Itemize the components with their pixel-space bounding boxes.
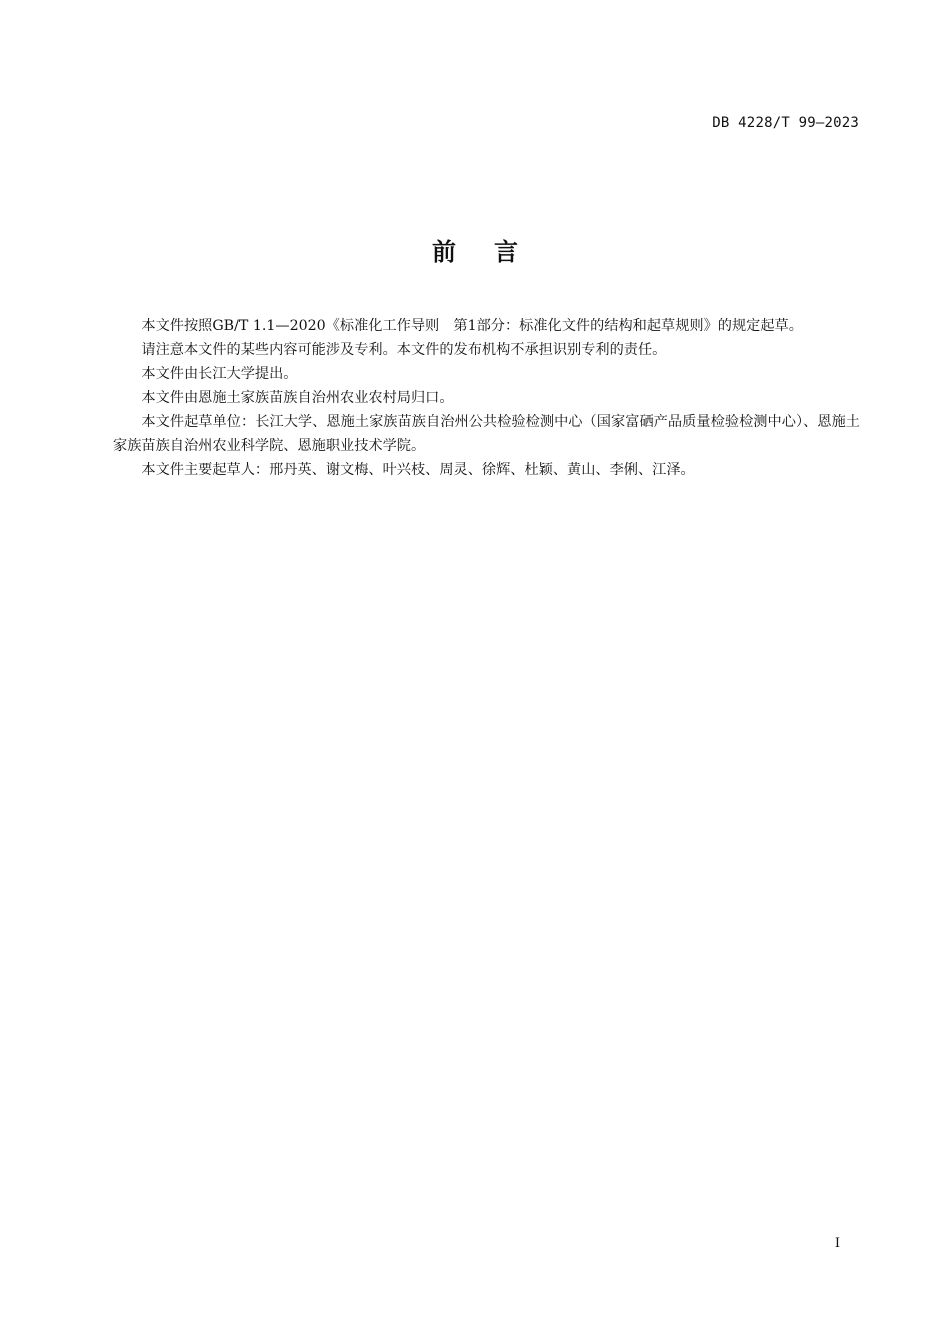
page-number: I (834, 1236, 840, 1251)
paragraph-administrator: 本文件由恩施土家族苗族自治州农业农村局归口。 (141, 390, 454, 406)
paragraph-drafters: 本文件主要起草人：邢丹英、谢文梅、叶兴枝、周灵、徐辉、杜颖、黄山、李俐、江泽。 (141, 462, 695, 478)
paragraph-drafting-units: 本文件起草单位：长江大学、恩施土家族苗族自治州公共检验检测中心（国家富硒产品质量检验检测中心）、恩施土家族苗族自治州农业科学院、恩施职业技术学院。 (113, 414, 860, 454)
paragraph-drafting-rules: 本文件按照GB/T 1.1—2020《标准化工作导则 第1部分：标准化文件的结构和起草规则》的规定起草。 (141, 318, 803, 334)
foreword-body (113, 314, 860, 482)
document-code: DB 4228/T 99—2023 (712, 115, 859, 131)
paragraph-patent-notice: 请注意本文件的某些内容可能涉及专利。本文件的发布机构不承担识别专利的责任。 (141, 342, 667, 358)
page-title: 前言 (432, 238, 556, 266)
paragraph-proposer: 本文件由长江大学提出。 (141, 366, 298, 382)
